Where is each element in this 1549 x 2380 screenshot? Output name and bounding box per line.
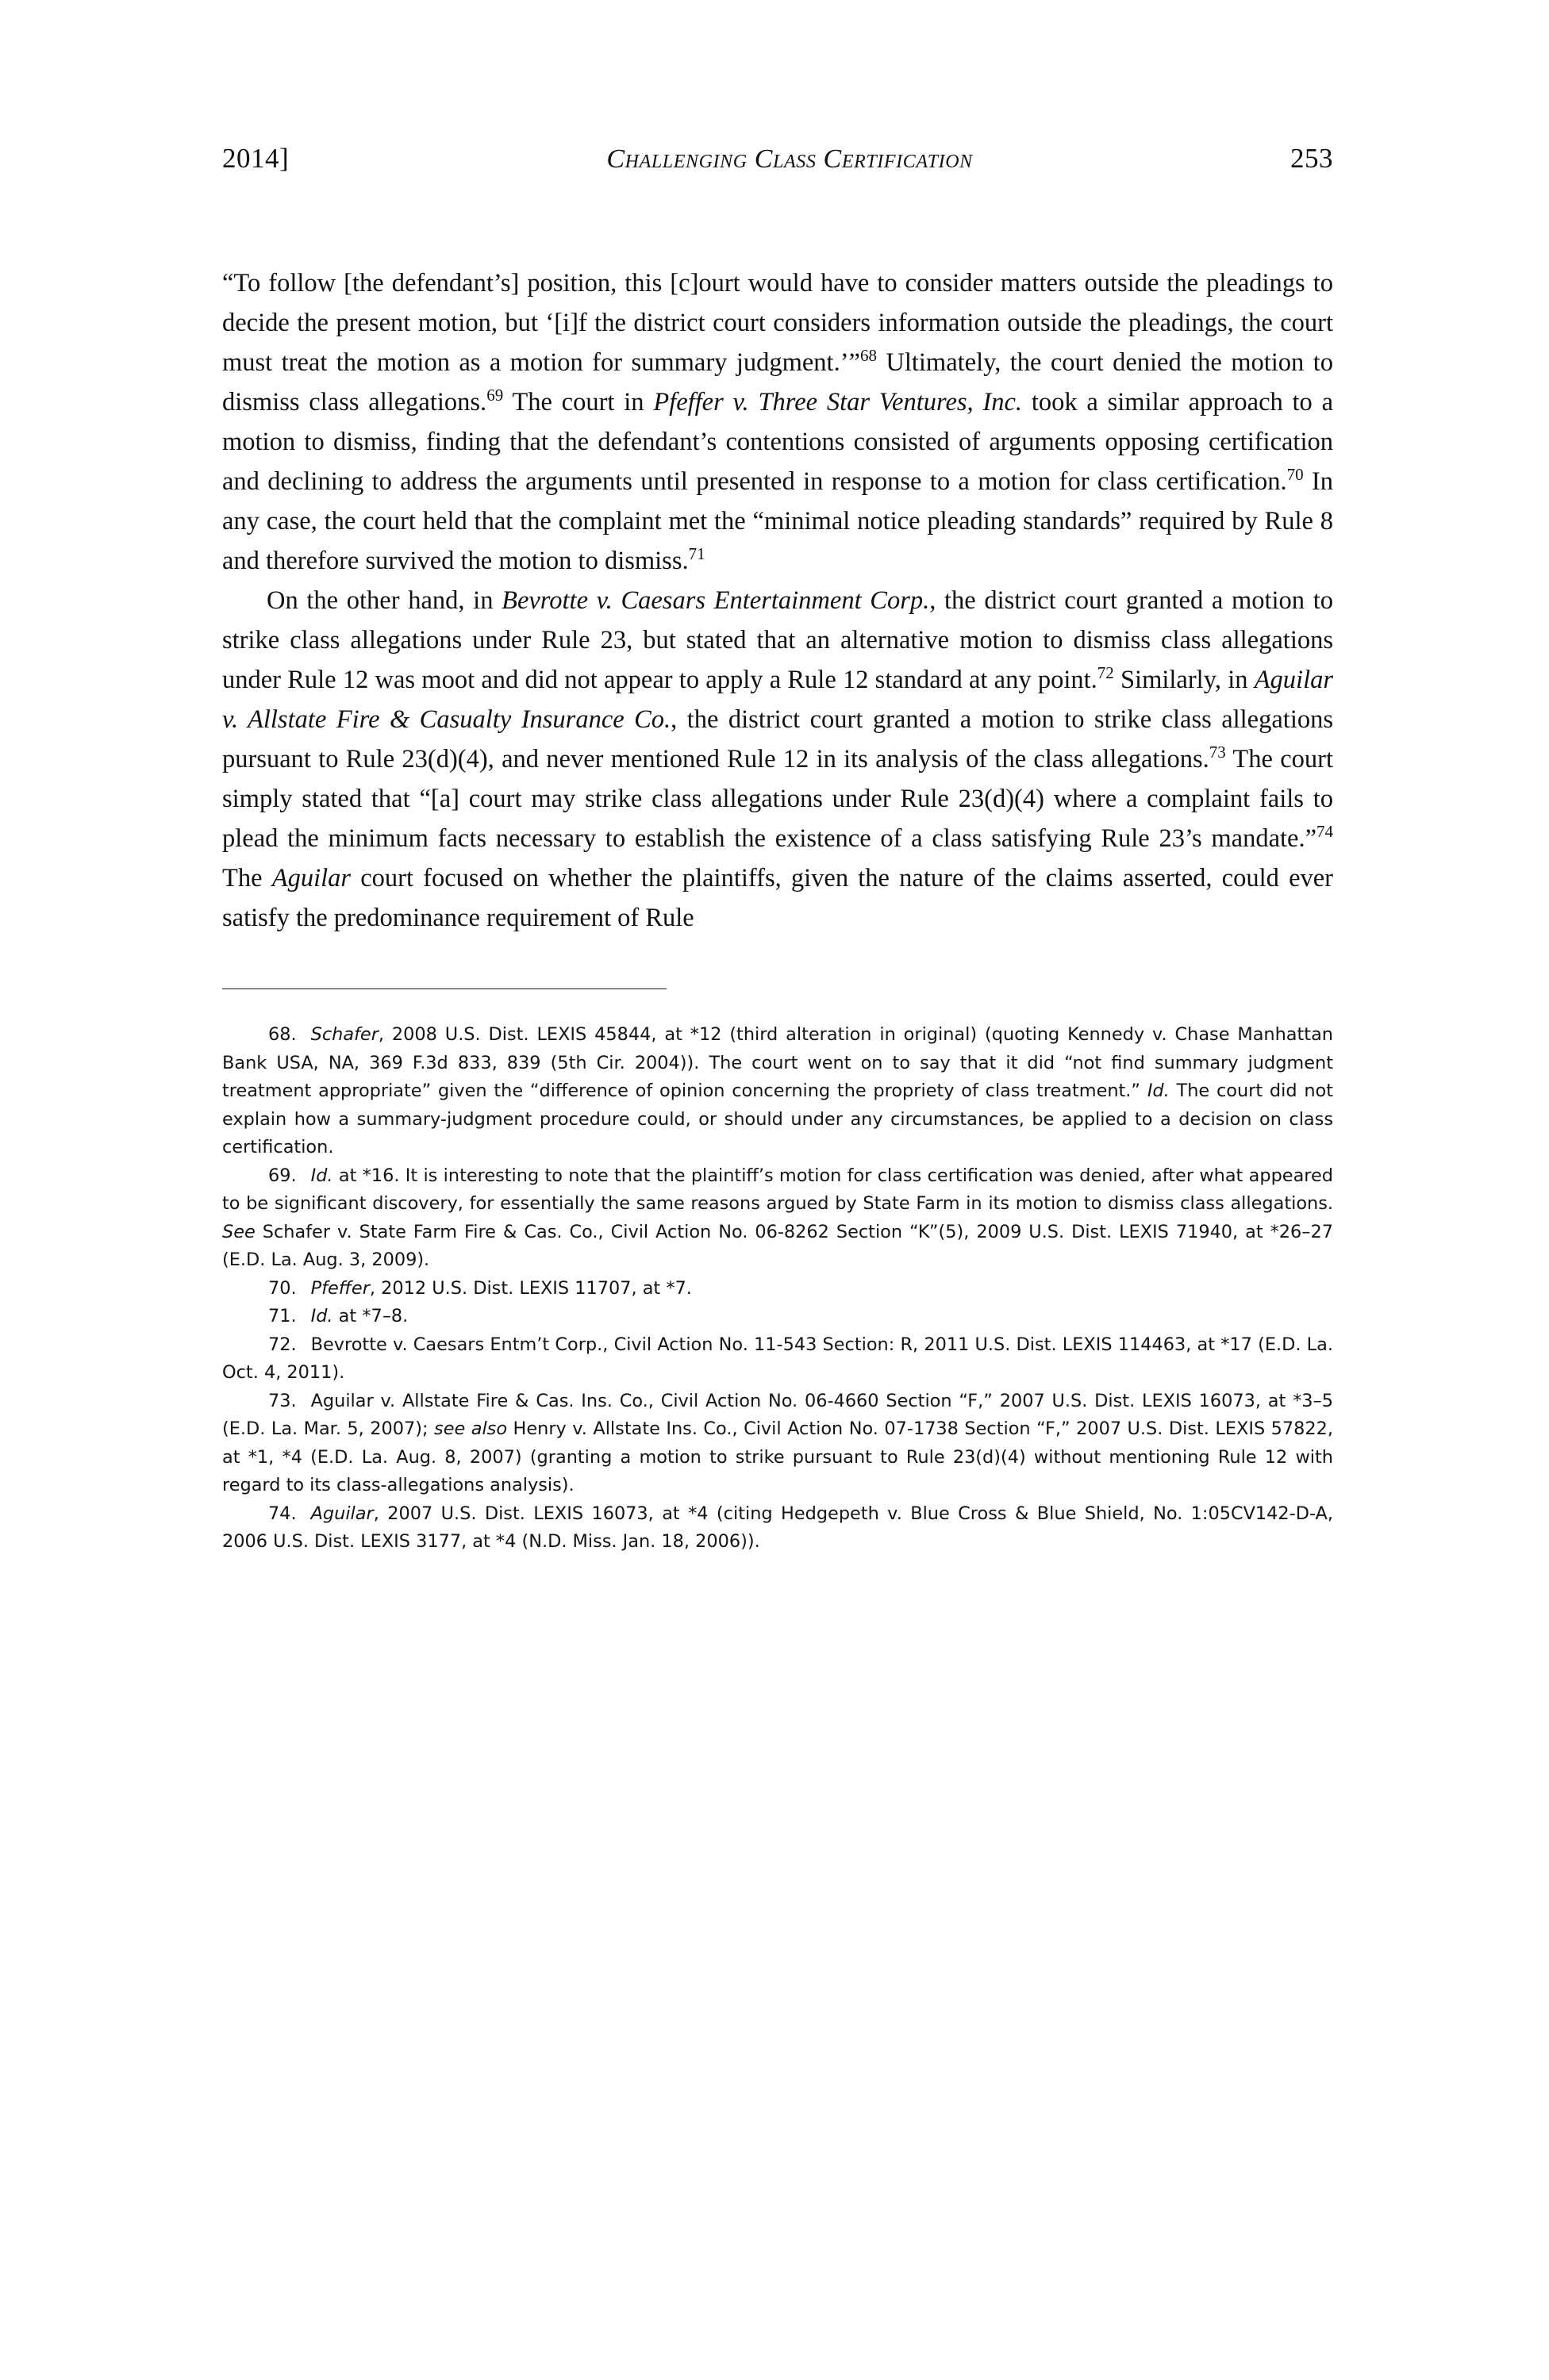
footnote-item [222, 1303, 1333, 1331]
text-run: Schafer v. State Farm Fire & Cas. Co., Civil Action No. 06-8262 Section “K”(5), 2009 U.S. Dist. LEXIS 71940, at *26–27 (E.D. La. Aug. 3, 2009). [222, 1221, 1333, 1270]
text-run: On the other hand, in [267, 586, 502, 615]
text-run: , 2007 U.S. Dist. LEXIS 16073, at *4 (citing Hedgepeth v. Blue Cross & Blue Shield, No. 1:05CV142-D-A, 2006 U.S. Dist. LEXIS 3177, at *4 (N.D. Miss. Jan. 18, 2006)). [222, 1503, 1333, 1552]
case-name: see also [434, 1418, 508, 1439]
case-name: Schafer [310, 1024, 379, 1045]
text-run: “To follow [the defendant’s] position, this [c]ourt would have to consider matters outside the pleadings to decide the present motion, but ‘[i]f the district court considers information outside the pleadings, the court must treat the motion as a motion for summary judgment.’” [222, 269, 1333, 377]
page-year: 2014] [222, 143, 290, 174]
running-head [222, 143, 1333, 175]
footnote-number: 73. [268, 1390, 297, 1411]
text-run: The court simply stated that “[a] court may strike class allegations under Rule 23(d)(4) where a complaint fails to plead the minimum facts necessary to establish the existence of a class satisfying Rule 23’s mandate.” [222, 745, 1334, 853]
footnote-number: 74. [268, 1503, 297, 1524]
case-name: Pfeffer [310, 1277, 370, 1299]
text-run: Bevrotte v. Caesars Entm’t Corp., Civil Action No. 11-543 Section: R, 2011 U.S. Dist. LEXIS 114463, at *17 (E.D. La. Oct. 4, 2011). [222, 1334, 1333, 1383]
footnote-number: 68. [268, 1024, 297, 1045]
text-run: took a similar approach to a motion to dismiss, finding that the defendant’s contentions consisted of arguments opposing certification and declining to address the arguments until presented in response to a motion for class certification. [222, 388, 1334, 496]
case-name: Id. [310, 1306, 333, 1326]
body-paragraph [222, 581, 1333, 938]
text-run: , the district court granted a motion to strike class allegations under Rule 23, but stated that an alternative motion to dismiss class allegations under Rule 12 was moot and did not appear to apply a Rule 12 standard at any point. [222, 586, 1333, 694]
footnote-marker: 73 [1209, 743, 1226, 762]
footnote-number: 71. [268, 1306, 297, 1326]
footnotes [222, 1021, 1333, 1557]
page-content [222, 143, 1333, 1557]
footnote-separator-rule [222, 988, 667, 989]
text-run: , the district court granted a motion to strike class allegations pursuant to Rule 23(d)(4), and never mentioned Rule 12 in its analysis of the class allegations. [222, 705, 1333, 774]
text-run: , 2008 U.S. Dist. LEXIS 45844, at *12 (third alteration in original) (quoting Kennedy v. Chase Manhattan Bank USA, NA, 369 F.3d 833, 839 (5th Cir. 2004)). The court went on to say that it did “not find summary judgment treatment appropriate” given the “difference of opinion concerning the propriety of class treatment.” [222, 1024, 1333, 1101]
case-name: Aguilar [271, 864, 352, 892]
footnote-marker: 74 [1316, 822, 1333, 842]
text-run: court focused on whether the plaintiffs, given the nature of the claims asserted, could ever satisfy the predominance requirement of Rule [222, 864, 1333, 932]
footnote-marker: 69 [486, 386, 504, 405]
text-run: The court did not explain how a summary-judgment procedure could, or should under any circumstances, be applied to a decision on class certification. [222, 1081, 1333, 1157]
footnote-item [222, 1331, 1333, 1388]
case-name: See [222, 1221, 256, 1242]
footnote-number: 70. [268, 1277, 297, 1299]
footnote-number: 72. [268, 1334, 297, 1355]
running-title: Challenging Class Certification [606, 144, 973, 174]
text-run: at *7–8. [332, 1306, 409, 1326]
footnote-item [222, 1021, 1333, 1162]
text-run: Similarly, in [1113, 666, 1255, 694]
footnote-item [222, 1275, 1333, 1303]
footnote-item [222, 1500, 1333, 1557]
footnote-marker: 72 [1097, 663, 1114, 683]
page-number: 253 [1290, 143, 1333, 174]
text-run: Henry v. Allstate Ins. Co., Civil Action No. 07-1738 Section “F,” 2007 U.S. Dist. LEXIS 57822, at *1, *4 (E.D. La. Aug. 8, 2007) (granting a motion to strike pursuant to Rule 23(d)(4) without mentioning Rule 12 with regard to its class-allegations analysis). [222, 1418, 1333, 1495]
case-name: Bevrotte v. Caesars Entertainment Corp. [502, 586, 930, 615]
footnote-item [222, 1162, 1333, 1275]
footnote-item [222, 1388, 1333, 1500]
text-run: In any case, the court held that the complaint met the “minimal notice pleading standards” required by Rule 8 and therefore survived the motion to dismiss. [222, 467, 1334, 575]
footnote-marker: 68 [859, 346, 877, 366]
footnote-marker: 70 [1286, 465, 1304, 485]
text-run: The [222, 864, 272, 892]
body-text [222, 263, 1333, 938]
text-run: Aguilar v. Allstate Fire & Cas. Ins. Co., Civil Action No. 06-4660 Section “F,” 2007 U.S. Dist. LEXIS 16073, at *3–5 (E.D. La. Mar. 5, 2007); [222, 1390, 1333, 1439]
footnote-number: 69. [268, 1165, 297, 1186]
text-run: Ultimately, the court denied the motion to dismiss class allegations. [222, 348, 1333, 416]
case-name: Id. [1147, 1081, 1170, 1101]
text-run: , 2012 U.S. Dist. LEXIS 11707, at *7. [369, 1277, 692, 1299]
case-name: Aguilar [310, 1503, 374, 1524]
text-run: The court in [503, 388, 654, 416]
body-paragraph [222, 263, 1333, 581]
case-name: Aguilar v. Allstate Fire & Casualty Insurance Co. [222, 666, 1334, 734]
text-run: at *16. It is interesting to note that the plaintiff’s motion for class certification was denied, after what appeared to be significant discovery, for essentially the same reasons argued by State Farm in its motion to dismiss class allegations. [222, 1165, 1333, 1214]
case-name: Pfeffer v. Three Star Ventures, Inc. [653, 388, 1023, 416]
footnote-marker: 71 [688, 544, 705, 564]
case-name: Id. [310, 1165, 333, 1186]
